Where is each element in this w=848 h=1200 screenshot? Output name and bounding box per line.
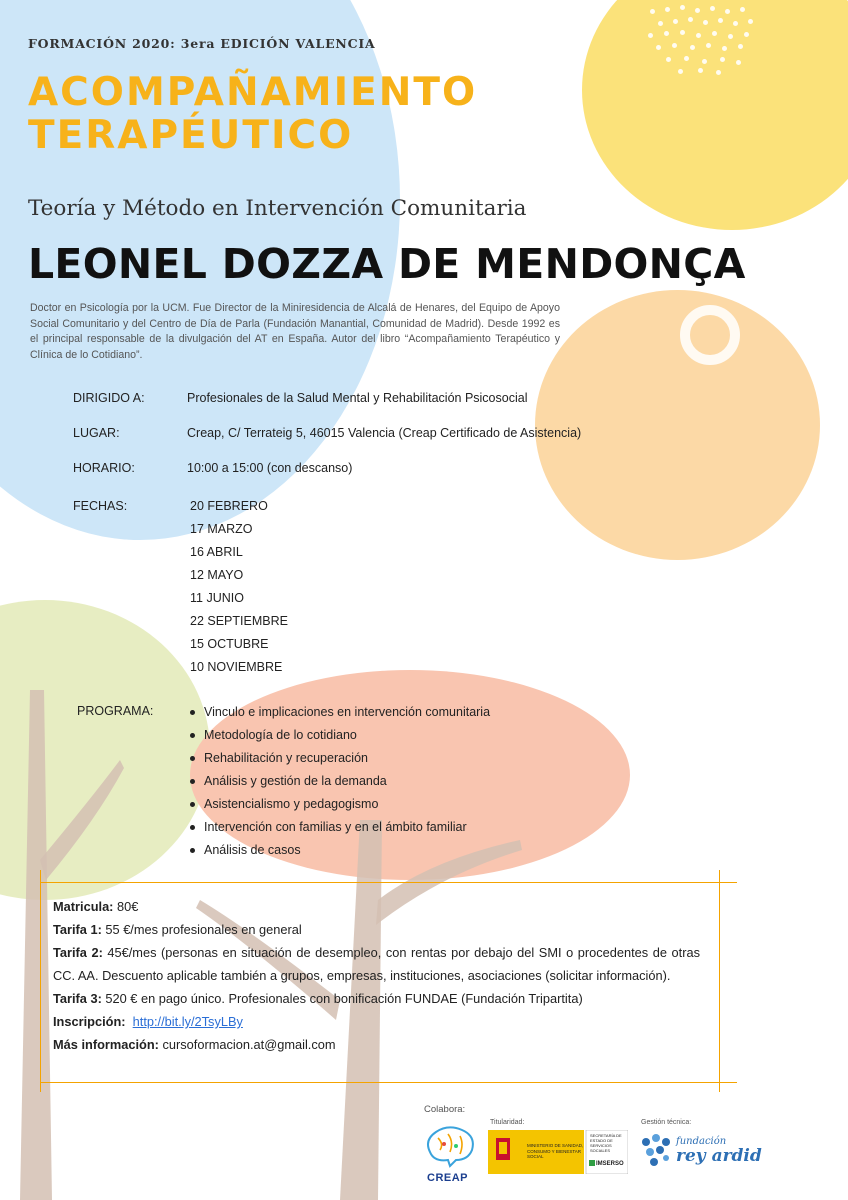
tarifa1-value: 55 €/mes profesionales en general [101, 922, 302, 937]
programa-item: Vinculo e implicaciones en intervención comunitaria [188, 701, 490, 724]
speaker-bio: Doctor en Psicología por la UCM. Fue Director de la Miniresidencia de Alcalá de Henares, del Equipo de Apoyo Social Comunitario y del Centro de Día de Parla (Fundación Manantial, Comunidad de Madrid). Desde 1992 es el principal responsable de la divulgación del AT en España. Autor del libro “Acompañamiento Terapéutico y Clínica de lo Cotidiano”. [30, 302, 560, 361]
rey-ardid-name-text: rey ardid [676, 1146, 762, 1166]
tarifa2-value: 45€/mes (personas en situación de desempleo, con rentas por debajo del SMI o procedentes de otras CC. AA. Descuento aplicable también a grupos, empresas, instituciones, asociaciones (solicitar información). [53, 945, 700, 983]
date-item: 17 MARZO [190, 522, 253, 536]
price-frame-bottom [40, 1082, 737, 1083]
dirigido-value: Profesionales de la Salud Mental y Rehabilitación Psicosocial [187, 391, 528, 405]
creap-logo-text: CREAP [427, 1172, 469, 1184]
price-frame-top [40, 882, 737, 883]
matricula-label: Matricula: [53, 899, 114, 914]
tarifa3-value: 520 € en pago único. Profesionales con bonificación FUNDAE (Fundación Tripartita) [101, 991, 583, 1006]
programa-list [188, 701, 490, 862]
speaker-name: LEONEL DOZZA DE MENDONÇA [28, 240, 746, 288]
page-subtitle: Teoría y Método en Intervención Comunitaria [28, 196, 527, 221]
info-email: cursoformacion.at@gmail.com [158, 1037, 336, 1052]
page-title-line2: TERAPÉUTICO [28, 113, 354, 158]
matricula-row [53, 895, 700, 918]
date-item: 16 ABRIL [190, 545, 243, 559]
info-row [53, 1033, 700, 1056]
imserso-logo-text: IMSERSO [596, 1161, 624, 1167]
tarifa1-label: Tarifa 1: [53, 922, 102, 937]
date-item: 12 MAYO [190, 568, 244, 582]
pricing-section [53, 895, 700, 1056]
inscripcion-label: Inscripción: [53, 1014, 126, 1029]
info-label: Más información: [53, 1037, 159, 1052]
date-item: 15 OCTUBRE [190, 637, 269, 651]
price-frame-right [719, 870, 720, 1092]
creap-brain-logo-icon [420, 1124, 480, 1170]
event-kicker: FORMACIÓN 2020: 3era EDICIÓN VALENCIA [28, 36, 376, 51]
lugar-value: Creap, C/ Terrateig 5, 46015 Valencia (Creap Certificado de Asistencia) [187, 426, 582, 440]
date-item: 11 JUNIO [190, 591, 244, 605]
tarifa2-row [53, 941, 700, 987]
programa-item: Asistencialismo y pedagogismo [188, 793, 490, 816]
programa-item: Metodología de lo cotidiano [188, 724, 490, 747]
horario-value: 10:00 a 15:00 (con descanso) [187, 461, 353, 475]
programa-item: Análisis y gestión de la demanda [188, 770, 490, 793]
fechas-label: FECHAS: [73, 499, 128, 513]
gestion-label: Gestión técnica: [641, 1119, 692, 1126]
price-frame-left [40, 870, 41, 1092]
tarifa3-row [53, 987, 700, 1010]
programa-item: Intervención con familias y en el ámbito familiar [188, 816, 490, 839]
tarifa2-label: Tarifa 2: [53, 945, 103, 960]
programa-item: Rehabilitación y recuperación [188, 747, 490, 770]
lugar-label: LUGAR: [73, 426, 120, 440]
date-item: 20 FEBRERO [190, 499, 268, 513]
ministry-text: MINISTERIO DE SANIDAD, CONSUMO Y BIENESTAR SOCIAL [527, 1143, 584, 1159]
inscripcion-row [53, 1010, 700, 1033]
programa-item: Análisis de casos [188, 839, 490, 862]
colabora-label: Colabora: [424, 1104, 466, 1115]
tarifa1-row [53, 918, 700, 941]
inscripcion-link[interactable]: http://bit.ly/2TsyLBy [132, 1014, 243, 1029]
date-item: 22 SEPTIEMBRE [190, 614, 288, 628]
tarifa3-label: Tarifa 3: [53, 991, 102, 1006]
horario-label: HORARIO: [73, 461, 135, 475]
page-title-line1: ACOMPAÑAMIENTO [28, 70, 478, 115]
date-item: 10 NOVIEMBRE [190, 660, 283, 674]
matricula-value: 80€ [113, 899, 139, 914]
secretaria-text: SECRETARÍA DE ESTADO DE SERVICIOS SOCIALES [590, 1133, 622, 1153]
titularidad-label: Titularidad: [490, 1119, 525, 1126]
programa-label: PROGRAMA: [77, 704, 154, 718]
dirigido-label: DIRIGIDO A: [73, 391, 145, 405]
rey-ardid-fundacion-text: fundación [676, 1136, 727, 1147]
